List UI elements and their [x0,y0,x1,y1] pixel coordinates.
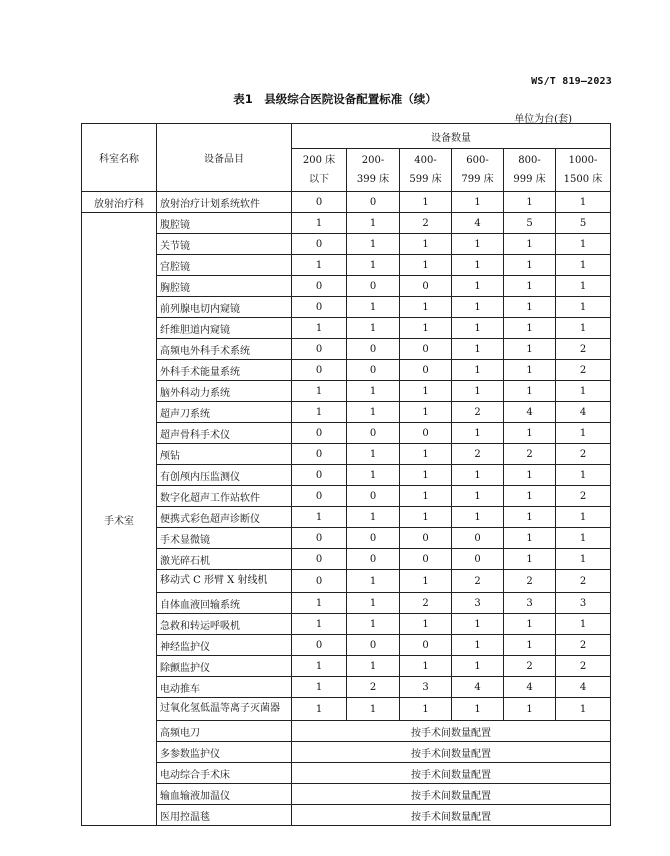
qty-cell: 1 [556,507,611,528]
item-cell: 电动推车 [157,677,292,698]
table-row [82,234,611,255]
bed-range-top: 1000- [568,155,598,166]
qty-cell: 0 [292,528,347,549]
table-row [82,402,611,423]
qty-cell: 1 [452,465,504,486]
qty-cell: 0 [347,635,400,656]
table-row [82,507,611,528]
qty-cell: 0 [292,423,347,444]
item-cell: 胸腔镜 [157,276,292,297]
table-row [82,360,611,381]
table-row [82,742,611,763]
qty-cell: 1 [452,423,504,444]
config-rule-cell: 按手术间数量配置 [292,721,611,742]
qty-cell: 3 [452,593,504,614]
qty-cell: 0 [292,192,347,213]
config-rule-cell: 按手术间数量配置 [292,763,611,784]
qty-cell: 1 [556,255,611,276]
qty-cell: 2 [504,656,556,677]
qty-cell: 1 [400,656,452,677]
bed-range-top: 600- [466,155,489,166]
header-bed-group [452,149,504,192]
item-cell: 神经监护仪 [157,635,292,656]
qty-cell: 1 [452,192,504,213]
item-cell: 除颤监护仪 [157,656,292,677]
qty-cell: 1 [504,192,556,213]
qty-cell: 1 [556,318,611,339]
item-cell: 急救和转运呼吸机 [157,614,292,635]
qty-cell: 0 [292,276,347,297]
qty-cell: 1 [556,465,611,486]
qty-cell: 1 [556,297,611,318]
qty-cell: 1 [452,255,504,276]
item-cell: 放射治疗计划系统软件 [157,192,292,213]
qty-cell: 2 [504,570,556,593]
qty-cell: 1 [556,698,611,721]
config-rule-cell: 按手术间数量配置 [292,742,611,763]
qty-cell: 1 [452,297,504,318]
item-cell: 便携式彩色超声诊断仪 [157,507,292,528]
table-row [82,465,611,486]
qty-cell: 1 [504,339,556,360]
item-cell: 输血输液加温仪 [157,784,292,805]
table-row [82,570,611,593]
qty-cell: 1 [347,698,400,721]
table-row [82,805,611,826]
qty-cell: 0 [452,549,504,570]
table-row [82,255,611,276]
qty-cell: 2 [452,402,504,423]
qty-cell: 2 [556,635,611,656]
qty-cell: 1 [292,255,347,276]
config-rule-cell: 按手术间数量配置 [292,805,611,826]
qty-cell: 4 [556,402,611,423]
qty-cell: 1 [504,255,556,276]
qty-cell: 1 [504,486,556,507]
item-cell: 超声骨科手术仪 [157,423,292,444]
unit-note: 单位为台(套) [514,114,572,125]
qty-cell: 4 [504,402,556,423]
qty-cell: 1 [556,528,611,549]
qty-cell: 1 [400,507,452,528]
qty-cell: 1 [452,656,504,677]
qty-cell: 1 [452,276,504,297]
qty-cell: 1 [347,318,400,339]
qty-cell: 1 [556,614,611,635]
item-cell: 电动综合手术床 [157,763,292,784]
qty-cell: 4 [504,677,556,698]
qty-cell: 1 [347,507,400,528]
qty-cell: 1 [292,677,347,698]
table-row [82,486,611,507]
qty-cell: 1 [504,297,556,318]
table-row [82,339,611,360]
qty-cell: 1 [452,234,504,255]
qty-cell: 1 [292,213,347,234]
item-cell: 激光碎石机 [157,549,292,570]
qty-cell: 0 [292,570,347,593]
item-cell: 颅钻 [157,444,292,465]
table-row [82,423,611,444]
dept-cell: 手术室 [82,213,157,826]
qty-cell: 1 [400,486,452,507]
qty-cell: 0 [347,192,400,213]
table-title: 表1 县级综合医院设备配置标准（续） [233,92,437,106]
item-cell: 宫腔镜 [157,255,292,276]
item-cell: 外科手术能量系统 [157,360,292,381]
qty-cell: 0 [292,339,347,360]
qty-cell: 1 [400,255,452,276]
qty-cell: 0 [292,549,347,570]
qty-cell: 1 [452,698,504,721]
qty-cell: 0 [400,549,452,570]
qty-cell: 0 [400,339,452,360]
qty-cell: 1 [504,528,556,549]
qty-cell: 3 [504,593,556,614]
qty-cell: 0 [292,234,347,255]
qty-cell: 1 [400,381,452,402]
qty-cell: 1 [504,614,556,635]
qty-cell: 1 [504,635,556,656]
qty-cell: 1 [400,570,452,593]
item-cell: 数字化超声工作站软件 [157,486,292,507]
table-row [82,528,611,549]
table-row [82,656,611,677]
qty-cell: 2 [556,360,611,381]
qty-cell: 1 [400,402,452,423]
qty-cell: 2 [452,444,504,465]
qty-cell: 1 [504,423,556,444]
item-cell: 腹腔镜 [157,213,292,234]
qty-cell: 0 [347,276,400,297]
header-bed-group [400,149,452,192]
qty-cell: 1 [556,423,611,444]
header-bed-group [504,149,556,192]
qty-cell: 1 [504,234,556,255]
qty-cell: 0 [347,549,400,570]
qty-cell: 0 [292,635,347,656]
item-cell: 高频电刀 [157,721,292,742]
bed-range-top: 200- [361,155,385,166]
item-cell: 纤维胆道内窥镜 [157,318,292,339]
qty-cell: 1 [347,570,400,593]
table-row [82,677,611,698]
header-bed-group [347,149,400,192]
qty-cell: 5 [556,213,611,234]
bed-range-top: 400- [414,155,437,166]
qty-cell: 4 [452,213,504,234]
qty-cell: 2 [556,339,611,360]
qty-cell: 1 [347,255,400,276]
table-row [82,549,611,570]
qty-cell: 2 [452,570,504,593]
qty-cell: 1 [556,234,611,255]
qty-cell: 1 [347,444,400,465]
bed-range-bottom: 599 床 [409,174,442,185]
bed-range-bottom: 799 床 [461,174,494,185]
table-row [82,784,611,805]
header-quantity: 设备数量 [292,124,611,149]
table-row [82,635,611,656]
qty-cell: 1 [556,549,611,570]
qty-cell: 1 [504,381,556,402]
qty-cell: 1 [292,381,347,402]
qty-cell: 1 [400,614,452,635]
item-cell: 自体血液回输系统 [157,593,292,614]
table-row [82,192,611,213]
qty-cell: 1 [292,656,347,677]
table-row [82,763,611,784]
qty-cell: 1 [452,635,504,656]
qty-cell: 2 [556,570,611,593]
bed-range-bottom: 999 床 [513,174,546,185]
table-row [82,698,611,721]
config-rule-cell: 按手术间数量配置 [292,784,611,805]
qty-cell: 1 [347,593,400,614]
qty-cell: 2 [504,444,556,465]
qty-cell: 1 [292,507,347,528]
qty-cell: 2 [400,213,452,234]
qty-cell: 5 [504,213,556,234]
item-cell: 关节镜 [157,234,292,255]
item-cell: 手术显微镜 [157,528,292,549]
qty-cell: 1 [452,381,504,402]
qty-cell: 1 [400,444,452,465]
qty-cell: 2 [347,677,400,698]
table-row [82,381,611,402]
qty-cell: 0 [292,444,347,465]
table-body [82,192,611,826]
qty-cell: 1 [556,192,611,213]
qty-cell: 0 [347,486,400,507]
qty-cell: 1 [504,318,556,339]
qty-cell: 0 [400,360,452,381]
item-cell: 过氧化氢低温等离子灭菌器 [157,698,292,721]
bed-range-bottom: 以下 [309,174,329,185]
qty-cell: 0 [400,276,452,297]
qty-cell: 0 [400,528,452,549]
item-cell: 有创颅内压监测仪 [157,465,292,486]
item-cell: 多参数监护仪 [157,742,292,763]
header-dept: 科室名称 [82,124,157,192]
qty-cell: 2 [556,444,611,465]
qty-cell: 1 [292,614,347,635]
qty-cell: 1 [347,656,400,677]
item-cell: 高频电外科手术系统 [157,339,292,360]
item-cell: 脑外科动力系统 [157,381,292,402]
qty-cell: 1 [347,213,400,234]
qty-cell: 0 [292,360,347,381]
qty-cell: 1 [400,192,452,213]
qty-cell: 1 [452,339,504,360]
qty-cell: 1 [347,402,400,423]
equipment-config-table [81,123,611,826]
item-cell: 医用控温毯 [157,805,292,826]
qty-cell: 1 [347,234,400,255]
qty-cell: 1 [504,360,556,381]
qty-cell: 4 [556,677,611,698]
qty-cell: 1 [400,297,452,318]
qty-cell: 0 [400,423,452,444]
qty-cell: 1 [452,507,504,528]
qty-cell: 0 [292,486,347,507]
qty-cell: 2 [400,593,452,614]
qty-cell: 1 [504,465,556,486]
qty-cell: 1 [452,486,504,507]
qty-cell: 1 [347,614,400,635]
qty-cell: 3 [400,677,452,698]
qty-cell: 1 [504,507,556,528]
qty-cell: 0 [347,339,400,360]
qty-cell: 1 [292,593,347,614]
qty-cell: 1 [452,614,504,635]
qty-cell: 1 [347,297,400,318]
qty-cell: 1 [400,318,452,339]
qty-cell: 1 [400,234,452,255]
standard-code: WS/T 819—2023 [531,76,612,87]
qty-cell: 0 [400,635,452,656]
qty-cell: 1 [452,318,504,339]
table-row [82,297,611,318]
qty-cell: 1 [504,549,556,570]
qty-cell: 0 [347,528,400,549]
qty-cell: 1 [556,276,611,297]
qty-cell: 1 [400,698,452,721]
qty-cell: 1 [504,276,556,297]
qty-cell: 0 [292,465,347,486]
table-row [82,276,611,297]
qty-cell: 0 [452,528,504,549]
qty-cell: 1 [292,402,347,423]
item-cell: 前列腺电切内窥镜 [157,297,292,318]
table-row [82,593,611,614]
qty-cell: 1 [400,465,452,486]
header-bed-group [556,149,611,192]
qty-cell: 1 [556,381,611,402]
qty-cell: 1 [504,698,556,721]
table-row [82,614,611,635]
table-header [82,124,611,192]
dept-cell: 放射治疗科 [82,192,157,213]
item-cell: 超声刀系统 [157,402,292,423]
table-row [82,213,611,234]
qty-cell: 0 [347,360,400,381]
qty-cell: 1 [292,698,347,721]
qty-cell: 0 [292,297,347,318]
bed-range-bottom: 1500 床 [563,174,603,185]
qty-cell: 1 [347,465,400,486]
qty-cell: 4 [452,677,504,698]
qty-cell: 1 [292,318,347,339]
qty-cell: 1 [347,381,400,402]
table-row [82,444,611,465]
bed-range-top: 200 床 [302,155,336,166]
table-row [82,721,611,742]
qty-cell: 0 [347,423,400,444]
qty-cell: 3 [556,593,611,614]
qty-cell: 2 [556,656,611,677]
header-bed-group [292,149,347,192]
qty-cell: 1 [452,360,504,381]
qty-cell: 2 [556,486,611,507]
table-row [82,318,611,339]
bed-range-top: 800- [518,155,541,166]
bed-range-bottom: 399 床 [356,174,390,185]
item-cell: 移动式 C 形臂 X 射线机 [157,570,292,593]
header-item: 设备品目 [157,124,292,192]
